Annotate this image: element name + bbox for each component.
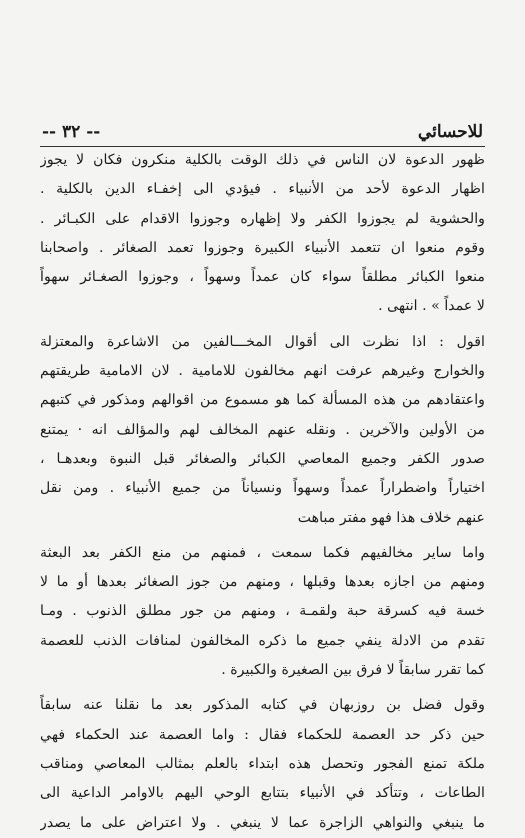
- page-number: -- ٣٢ --: [42, 122, 101, 142]
- text-line: واما ساير مخالفيهم فكما سمعت ، فمنهم من منع الكفر بعد البعثة: [40, 544, 485, 561]
- text-line: ومنهم من اجازه بعدها وقبلها ، ومنهم من جوز الصغائر بعدها أو ما لا: [40, 574, 485, 591]
- paragraph: [40, 328, 485, 533]
- text-line: عنهم خلاف هذا فهو مفتر مباهت: [297, 509, 485, 526]
- text-line: تقدم من الادلة ينفي جميع ما ذكره المخالفون لمنافات الذنب للعصمة: [40, 632, 485, 649]
- text-line: واعتقادهم من هذه المسألة كما هو مسموع من اقوالهم ومذكور في كتبهم: [40, 392, 485, 409]
- text-line: اظهار الدعوة لأحد من الأنبياء . فيؤدي الى إخفـاء الدين بالكلية .: [40, 181, 485, 198]
- paragraph: [40, 146, 485, 322]
- text-line: ظهور الدعوة لان الناس في ذلك الوقت بالكلية منكرون فكان لا يجوز: [40, 152, 485, 168]
- page-body: [40, 146, 485, 838]
- text-line: الطاعات ، وتتأكد في الأنبياء بتتابع الوحي اليهم بالاوامر الداعية الى: [40, 785, 485, 802]
- text-line: ملكة تمنع الفجور وتحصل هذه ابتداء بالعلم بمثالب المعاصي ومناقب: [40, 755, 485, 772]
- text-line: لا عمداً » . انتهى .: [378, 298, 485, 315]
- text-line: ما ينبغي والنواهي الزاجرة عما لا ينبغي . ولا اعتراض على ما يصدر: [40, 814, 485, 831]
- text-line: وقوم منعوا ان تتعمد الأنبياء الكبيرة وجوزوا تعمد الصغائر . واصحابنا: [40, 239, 485, 256]
- text-line: كما تقرر سابقاً لا فرق بين الصغيرة والكبيرة .: [221, 662, 485, 679]
- text-line: منعوا الكبائر مطلقاً سواء كان عمداً وسهواً ، وجوزوا الصغـائر سهواً: [40, 269, 485, 286]
- text-line: صدور الكفر وجميع المعاصي الكبائر والصغائر قبل النبوة وبعدهـا ،: [40, 450, 485, 467]
- page-header: [42, 112, 483, 142]
- text-line: حين ذكر حد العصمة للحكماء فقال : واما العصمة عند الحكماء فهي: [40, 726, 485, 743]
- paragraph: [40, 691, 485, 837]
- text-line: خسة فيه كسرقة حبة ولقمـة ، ومنهم من جور مطلق الذنوب . ومـا: [40, 603, 485, 620]
- text-line: وقول فضل بن روزبهان في كتابه المذكور بعد ما نقلنا عنه سابقاً: [40, 697, 485, 714]
- text-line: من الأولين والآخرين . ونقله عنهم المخالف لهم والمؤالف انه · يمتنع: [40, 421, 485, 438]
- text-line: والحشوية لم يجوزوا الكفر ولا إظهاره وجوزوا الاقدام على الكبـائر .: [40, 210, 485, 227]
- text-line: والخوارج وغيرهم عرفت انهم مخالفون للامامية . لان الامامية طريقتهم: [40, 363, 485, 380]
- running-title: للاحسائي: [417, 122, 483, 142]
- paragraph: [40, 539, 485, 685]
- text-line: اقول : اذا نظرت الى أقوال المخـــالفين من الاشاعرة والمعتزلة: [40, 333, 485, 350]
- text-line: اختياراً واضطراراً عمداً وسهواً ونسياناً من جميع الأنبياء . ومن نقل: [40, 480, 485, 497]
